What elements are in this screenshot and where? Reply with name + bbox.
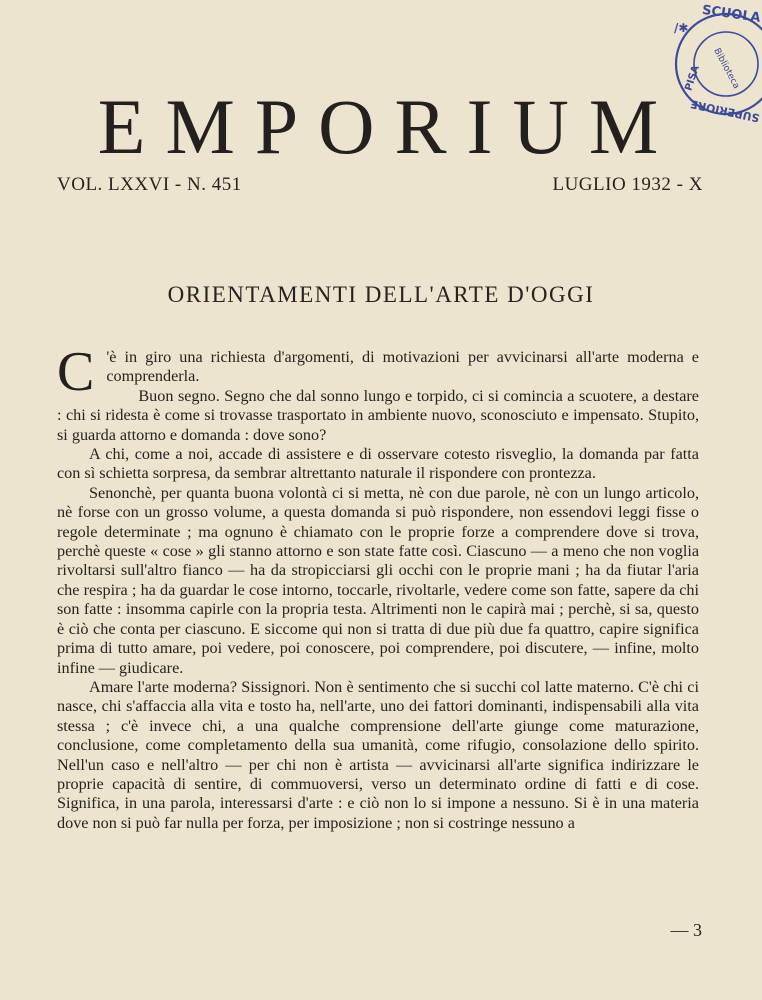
stamp-label-top: SCUOLA (701, 2, 762, 26)
article-paragraph: Buon segno. Segno che dal sonno lungo e torpido, ci si comincia a scuotere, a destare : chi si ridesta è come si trovasse trasportato in ambiente nuovo, sconosciuto e impensato. Stupito, si guarda attorno e domanda : dove sono? (57, 386, 699, 444)
stamp-mark-icon: /✱ (674, 21, 689, 35)
article-paragraph: Senonchè, per quanta buona volontà ci si metta, nè con due parole, nè con un lungo articolo, nè forse con un grosso volume, a questa domanda si può rispondere, non essendovi leggi fisse o regole determinate ; ma ognuno è chiamato con le proprie forze a comprendere dove si trova, perchè queste « cose » gli stanno attorno e son state fatte così. Ciascuno — a meno che non voglia rivoltarsi sull'altro fianco — ha da stropicciarsi gli occhi con le proprie mani ; ha da fiutar l'aria che respira ; ha da guardar le cose intorno, toccarle, rivoltarle, vedere come son fatte, sapere da chi son fatte : insomma capirle con la propria testa. Altrimenti non le capirà mai ; perchè, si sa, questo è ciò che conta per ciascuno. E siccome qui non si tratta di due più due fa quattro, capire significa prima di tutto amare, poi vedere, poi conoscere, poi comprendere, poi discutere, — infine, molto infine — giudicare. (57, 483, 699, 677)
stamp-label-left: PISA (683, 64, 702, 93)
issue-date: LUGLIO 1932 - X (552, 174, 703, 195)
stamp-label-center: Biblioteca (711, 46, 742, 91)
stamp-label-bottom: SUPERIORE (689, 97, 761, 125)
article-body (57, 341, 699, 833)
article-paragraph: C 'è in giro una richiesta d'argomenti, di motivazioni per avvicinarsi all'arte moderna e comprenderla. (57, 341, 699, 403)
issue-line (57, 174, 703, 196)
page-number: — 3 (670, 920, 702, 940)
article-paragraph: Amare l'arte moderna? Sissignori. Non è sentimento che si succhi col latte materno. C'è chi ci nasce, chi s'affaccia alla vita e tosto ha, nell'arte, uno dei fattori dominanti, indispensabili alla vita stessa ; c'è invece chi, a una qualche comprensione dell'arte giunge come maturazione, conclusione, come completamento della sua umanità, come rifugio, consolazione dello spirito. Nell'un caso e nell'altro — per chi non è artista — avvicinarsi all'arte significa indirizzare le proprie capacità di sentire, di commuoversi, verso un determinato ordine di fatti e di cose. Significa, in una parola, interessarsi d'arte : e ciò non lo si impone a nessuno. Si è in una materia dove non si può far nulla per forza, per imposizione ; non si costringe nessuno a (57, 677, 699, 832)
volume-number: VOL. LXXVI - N. 451 (57, 174, 242, 195)
article-paragraph: A chi, come a noi, accade di assistere e di osservare cotesto risveglio, la domanda par fatta con sì schietta sorpresa, da sembrar altrettanto naturale il rispondere con prontezza. (57, 445, 699, 483)
article-title: ORIENTAMENTI DELL'ARTE D'OGGI (167, 282, 595, 307)
magazine-masthead: EMPORIUM (97, 83, 679, 170)
drop-cap: C (57, 341, 95, 403)
